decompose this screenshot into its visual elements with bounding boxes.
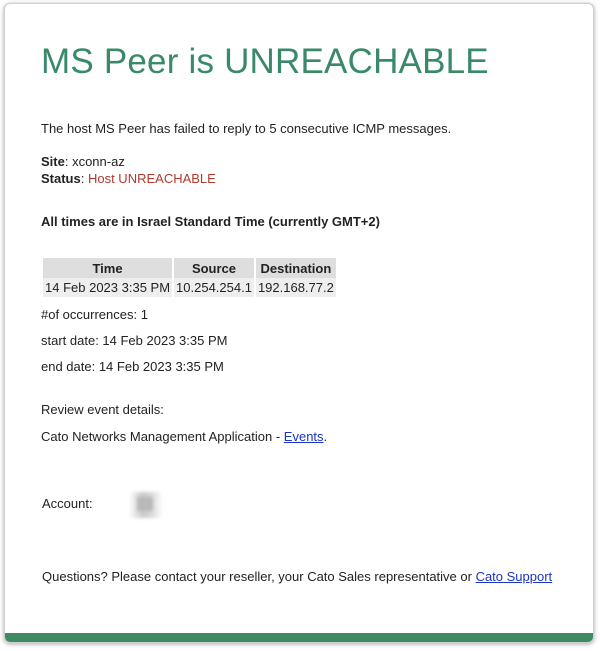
site-label: Site xyxy=(41,154,65,169)
events-link[interactable]: Events xyxy=(283,429,324,444)
events-suffix: . xyxy=(323,429,328,444)
site-value: : xconn-az xyxy=(64,154,125,169)
status-separator: : xyxy=(80,171,88,186)
email-title: MS Peer is UNREACHABLE xyxy=(41,42,489,81)
footer-bar xyxy=(5,633,593,642)
app-line xyxy=(41,429,327,445)
table-row xyxy=(43,278,336,297)
account-label: Account: xyxy=(42,496,93,511)
questions-line xyxy=(42,569,552,585)
table-header-row xyxy=(43,258,336,278)
questions-text: Questions? Please contact your reseller, your Cato Sales representative or xyxy=(42,569,476,584)
app-text: Cato Networks Management Application - xyxy=(41,429,284,444)
site-line xyxy=(41,154,125,170)
status-value: Host UNREACHABLE xyxy=(87,171,216,186)
intro-text: The host MS Peer has failed to reply to 5 consecutive ICMP messages. xyxy=(41,121,452,136)
cell-destination: 192.168.77.2 xyxy=(257,280,334,295)
col-header-time: Time xyxy=(43,258,172,278)
redacted-account-value xyxy=(129,492,163,518)
cell-source: 10.254.254.1 xyxy=(176,280,252,295)
status-label: Status xyxy=(41,171,81,186)
timezone-note: All times are in Israel Standard Time (currently GMT+2) xyxy=(41,214,380,229)
start-date-text: start date: 14 Feb 2023 3:35 PM xyxy=(41,333,228,348)
review-label: Review event details: xyxy=(41,402,164,417)
cato-support-link[interactable]: Cato Support xyxy=(475,569,553,584)
end-date-text: end date: 14 Feb 2023 3:35 PM xyxy=(41,359,224,374)
col-header-source: Source xyxy=(174,258,254,278)
status-line xyxy=(41,171,216,187)
events-table xyxy=(41,258,338,297)
col-header-destination: Destination xyxy=(256,258,336,278)
cell-time: 14 Feb 2023 3:35 PM xyxy=(45,280,171,295)
occurrences-text: #of occurrences: 1 xyxy=(41,307,148,322)
email-card xyxy=(4,3,594,643)
